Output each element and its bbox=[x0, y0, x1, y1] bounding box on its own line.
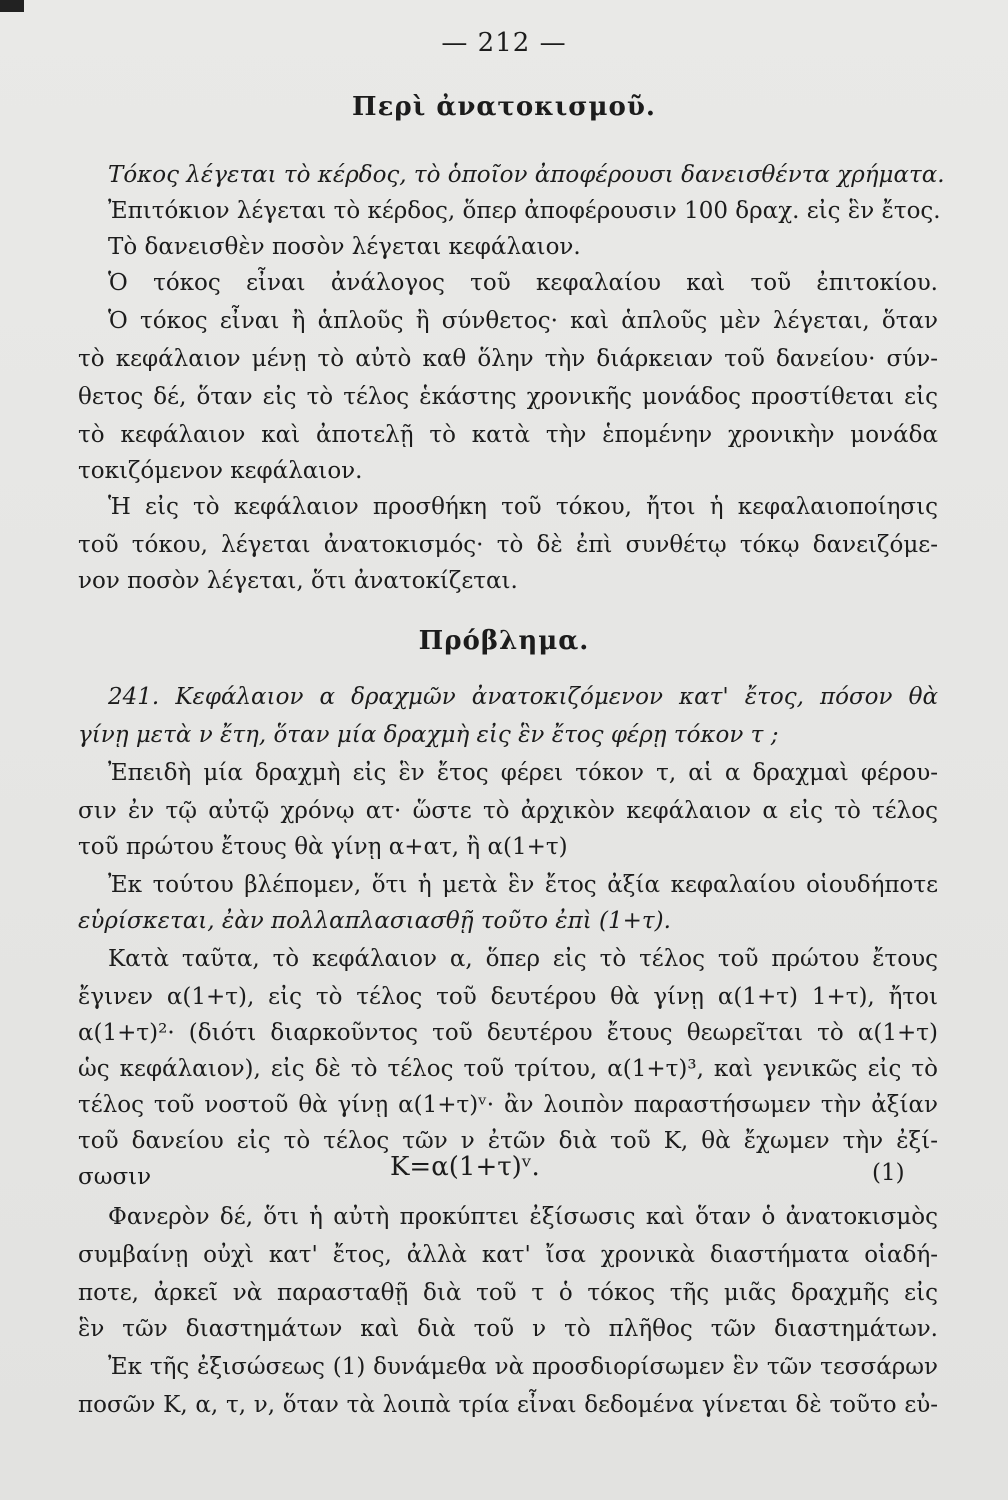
text-line: Ἡ εἰς τὸ κεφάλαιον προσθήκη τοῦ τόκου, ἤτοι ἡ κεφαλαιοποίησις bbox=[108, 494, 938, 520]
text-line: συμβαίνῃ οὐχὶ κατ' ἔτος, ἀλλὰ κατ' ἴσα χρονικὰ διαστήματα οἱαδή- bbox=[78, 1242, 938, 1268]
text-line: Κατὰ ταῦτα, τὸ κεφάλαιον α, ὅπερ εἰς τὸ τέλος τοῦ πρώτου ἔτους bbox=[108, 946, 938, 972]
scan-edge bbox=[0, 0, 24, 12]
text-line: τὸ κεφάλαιον μένῃ τὸ αὐτὸ καθ ὅλην τὴν διάρκειαν τοῦ δανείου· σύν- bbox=[78, 346, 938, 372]
text-line: σιν ἐν τῷ αὐτῷ χρόνῳ ατ· ὥστε τὸ ἀρχικὸν κεφάλαιον α εἰς τὸ τέλος bbox=[78, 798, 938, 824]
text-line: Φανερὸν δέ, ὅτι ἡ αὐτὴ προκύπτει ἐξίσωσις καὶ ὅταν ὁ ἀνατοκισμὸς bbox=[108, 1204, 938, 1230]
equation-number: (1) bbox=[872, 1160, 905, 1186]
text-line: Ὁ τόκος εἶναι ἢ ἁπλοῦς ἢ σύνθετος· καὶ ἁπλοῦς μὲν λέγεται, ὅταν bbox=[108, 308, 938, 334]
text-line: τέλος τοῦ νοστοῦ θὰ γίνῃ α(1+τ)ᵛ· ἂν λοιπὸν παραστήσωμεν τὴν ἀξίαν bbox=[78, 1092, 938, 1118]
problem-statement-line: 241. Κεφάλαιον α δραχμῶν ἀνατοκιζόμενον κατ' ἔτος, πόσον θὰ bbox=[108, 684, 938, 710]
page-number: — 212 — bbox=[441, 28, 567, 58]
text-line: ὡς κεφάλαιον), εἰς δὲ τὸ τέλος τοῦ τρίτου, α(1+τ)³, καὶ γενικῶς εἰς τὸ bbox=[78, 1056, 938, 1082]
section-title: Περὶ ἀνατοκισμοῦ. bbox=[352, 92, 656, 122]
text-line: εὑρίσκεται, ἐὰν πολλαπλασιασθῇ τοῦτο ἐπὶ (1+τ). bbox=[78, 908, 671, 934]
text-line: Ἐπειδὴ μία δραχμὴ εἰς ἓν ἔτος φέρει τόκον τ, αἱ α δραχμαὶ φέρου- bbox=[108, 760, 938, 786]
text-line: νον ποσὸν λέγεται, ὅτι ἀνατοκίζεται. bbox=[78, 568, 518, 594]
text-line: ἓν τῶν διαστημάτων καὶ διὰ τοῦ ν τὸ πλῆθος τῶν διαστημάτων. bbox=[78, 1316, 938, 1342]
text-line: Τὸ δανεισθὲν ποσὸν λέγεται κεφάλαιον. bbox=[108, 234, 581, 260]
text-line: Ἐκ τῆς ἐξισώσεως (1) δυνάμεθα νὰ προσδιορίσωμεν ἓν τῶν τεσσάρων bbox=[108, 1354, 938, 1380]
text-line: τοῦ δανείου εἰς τὸ τέλος τῶν ν ἐτῶν διὰ τοῦ Κ, θὰ ἔχωμεν τὴν ἐξί- bbox=[78, 1128, 938, 1154]
text-line: θετος δέ, ὅταν εἰς τὸ τέλος ἑκάστης χρονικῆς μονάδος προστίθεται εἰς bbox=[78, 384, 938, 410]
text-line: ποσῶν Κ, α, τ, ν, ὅταν τὰ λοιπὰ τρία εἶναι δεδομένα γίνεται δὲ τοῦτο εὐ- bbox=[78, 1392, 938, 1418]
text-line: σωσιν bbox=[78, 1164, 152, 1190]
text-line: τοῦ τόκου, λέγεται ἀνατοκισμός· τὸ δὲ ἐπὶ συνθέτῳ τόκῳ δανειζόμε- bbox=[78, 532, 938, 558]
text-line: Ἐκ τούτου βλέπομεν, ὅτι ἡ μετὰ ἓν ἔτος ἀξία κεφαλαίου οἱουδήποτε bbox=[108, 872, 938, 898]
text-line: ἔγινεν α(1+τ), εἰς τὸ τέλος τοῦ δευτέρου θὰ γίνῃ α(1+τ) 1+τ), ἤτοι bbox=[78, 984, 938, 1010]
problem-title: Πρόβλημα. bbox=[418, 626, 590, 656]
text-line: α(1+τ)²· (διότι διαρκοῦντος τοῦ δευτέρου ἔτους θεωρεῖται τὸ α(1+τ) bbox=[78, 1020, 938, 1046]
equation: Κ=α(1+τ)ᵛ. bbox=[390, 1152, 540, 1182]
text-line: ποτε, ἀρκεῖ νὰ παρασταθῇ διὰ τοῦ τ ὁ τόκος τῆς μιᾶς δραχμῆς εἰς bbox=[78, 1280, 938, 1306]
text-line: τὸ κεφάλαιον καὶ ἀποτελῇ τὸ κατὰ τὴν ἑπομένην χρονικὴν μονάδα bbox=[78, 422, 938, 448]
problem-statement-line: γίνῃ μετὰ ν ἔτη, ὅταν μία δραχμὴ εἰς ἓν ἔτος φέρῃ τόκον τ ; bbox=[78, 722, 779, 748]
text-line: Ἐπιτόκιον λέγεται τὸ κέρδος, ὅπερ ἀποφέρουσιν 100 δραχ. εἰς ἓν ἔτος. bbox=[108, 198, 941, 224]
text-line: τοκιζόμενον κεφάλαιον. bbox=[78, 458, 363, 484]
text-line: Τόκος λέγεται τὸ κέρδος, τὸ ὁποῖον ἀποφέρουσι δανεισθέντα χρήματα. bbox=[108, 162, 945, 188]
text-line: Ὁ τόκος εἶναι ἀνάλογος τοῦ κεφαλαίου καὶ τοῦ ἐπιτοκίου. bbox=[108, 270, 938, 296]
text-line: τοῦ πρώτου ἔτους θὰ γίνῃ α+ατ, ἢ α(1+τ) bbox=[78, 834, 568, 860]
